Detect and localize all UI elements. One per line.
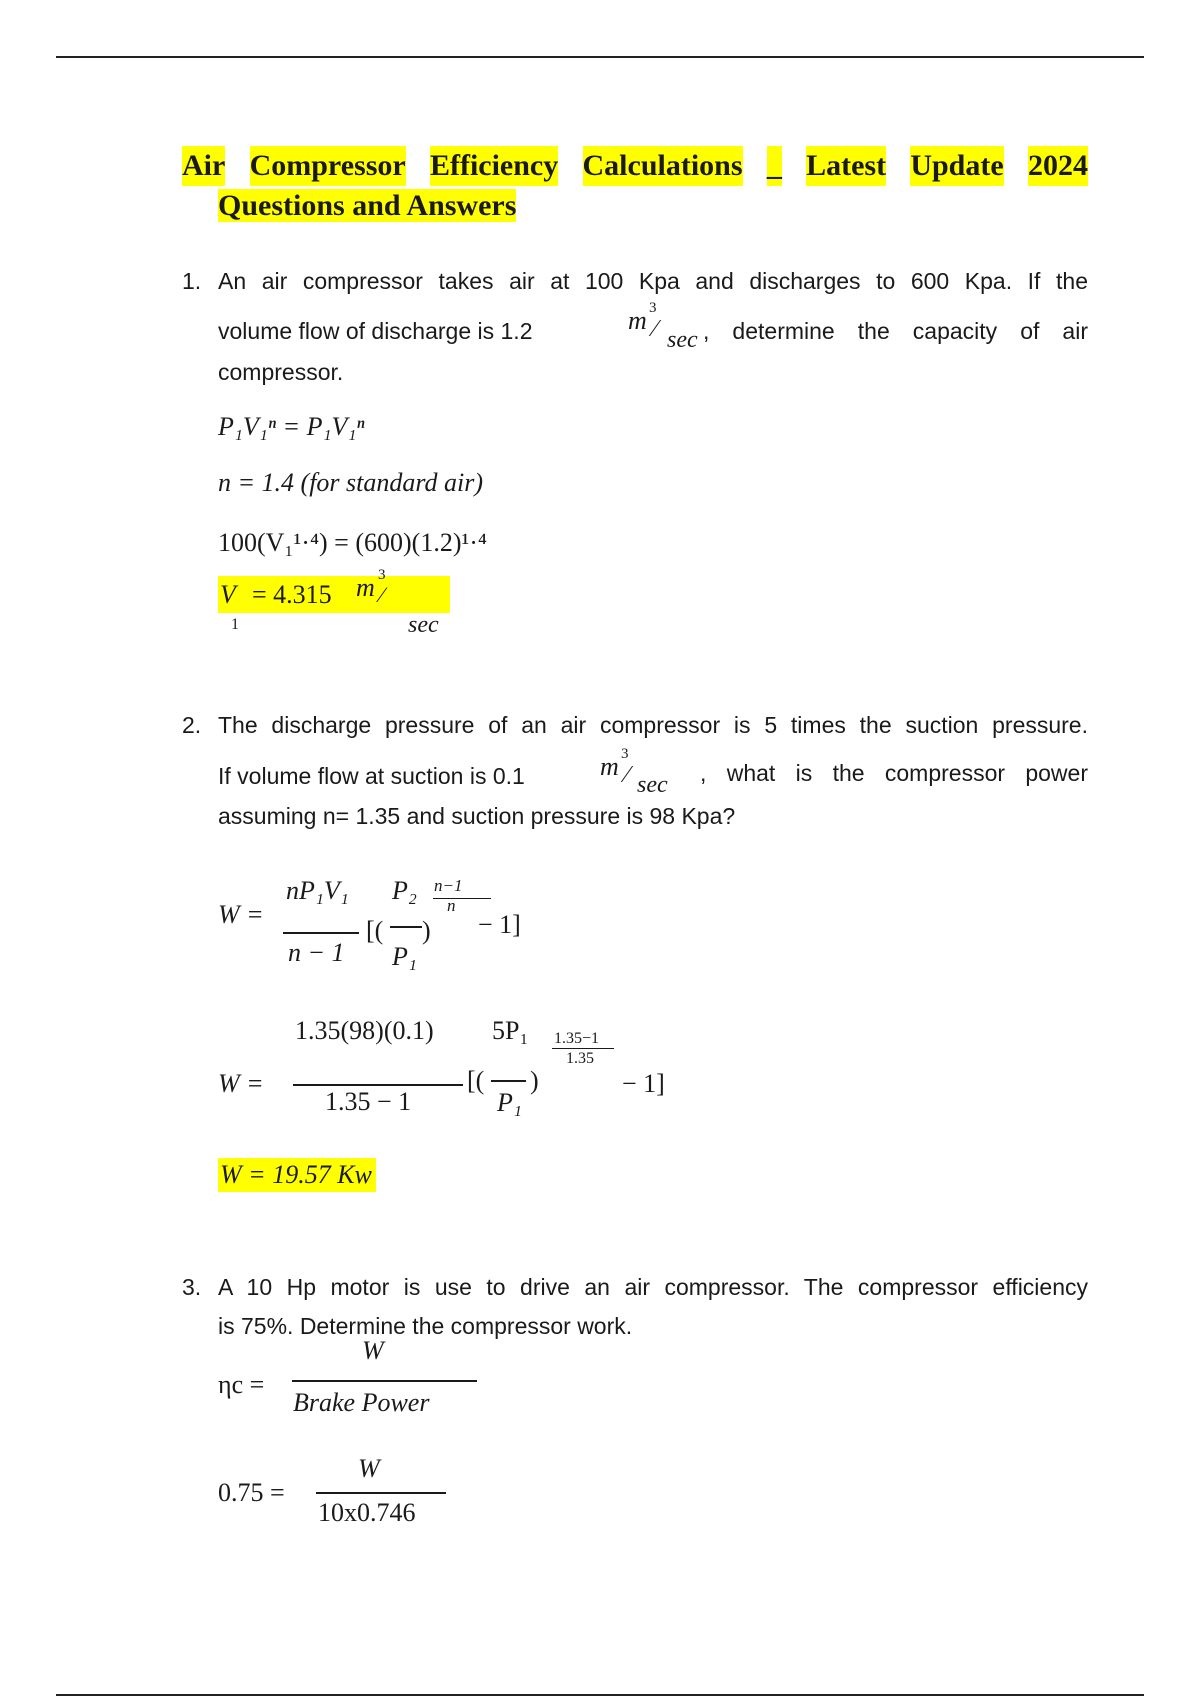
q1-line-1: An air compressor takes air at 100 Kpa and discharges to 600 Kpa. If the [218,268,1088,294]
q2-f1-exp-bar [433,898,491,899]
q2-line-1: The discharge pressure of an air compressor is 5 times the suction pressure. [218,712,1088,738]
q2-f2-exp-bar [552,1048,614,1049]
q2-f2-numerator: 1.35(98)(0.1) [295,1016,434,1045]
q2-f2-ratio-denominator: P₁ [497,1088,522,1117]
q2-f1-lhs: W = [218,900,264,929]
q2-f1-bracket: [( [366,916,384,945]
q2-f1-ratio-denominator: P₁ [392,942,417,971]
q2-unit-slash: ⁄ [625,762,630,788]
q1-answer-sec: sec [408,612,439,638]
q1-answer-value: = 4.315 [252,580,332,609]
q2-f1-numerator: nP₁V₁ [286,876,349,905]
q3-eq-lhs: 0.75 = [218,1478,285,1507]
q2-f2-ratio-numerator: 5P₁ [492,1016,529,1045]
q3-number: 3. [182,1274,202,1300]
q1-unit-m: m [628,306,647,335]
q2-f2-bracket: [( [467,1066,485,1095]
title-word: Calculations [583,146,743,186]
q1-answer-slash: ⁄ [380,582,384,607]
q2-f2-paren: ) [530,1066,539,1095]
title-word: Compressor [250,146,406,186]
title-word: Efficiency [430,146,558,186]
q2-f2-exp-numerator: 1.35−1 [554,1030,600,1047]
q1-number: 1. [182,268,202,294]
q2-f1-ratio-bar [390,926,422,928]
title-word: Latest [806,146,886,186]
q2-f2-fraction-bar [293,1084,463,1086]
q1-unit-slash: ⁄ [653,316,658,342]
q2-f1-exp-numerator: n−1 [434,876,463,895]
title-line-2: Questions and Answers [218,189,517,222]
q2-f1-ratio-numerator: P₂ [392,876,417,905]
q1-unit-exp: 3 [649,300,657,316]
q2-f1-exp-denominator: n [447,896,456,915]
q2-unit-exp: 3 [621,746,629,762]
q2-f2-ratio-bar [491,1080,526,1082]
q2-line-2b: , what is the compressor power [700,760,1088,786]
q1-answer-highlight-b [378,576,450,613]
q1-equation-3: 100(V₁¹·⁴) = (600)(1.2)¹·⁴ [218,528,487,557]
title-word: _ [767,146,782,186]
q2-unit-sec: sec [637,772,668,798]
q2-line-3: assuming n= 1.35 and suction pressure is 98 Kpa? [218,803,736,829]
q3-line-1: A 10 Hp motor is use to drive an air compressor. The compressor efficiency [218,1274,1088,1300]
q3-eta-denominator: Brake Power [293,1388,430,1417]
q3-eta-fraction-bar [292,1380,477,1382]
title-word: Air [182,146,225,186]
q3-eta-numerator: W [362,1336,384,1365]
q3-eq-numerator: W [358,1454,380,1483]
q2-f2-lhs: W = [218,1069,264,1098]
q3-line-2: is 75%. Determine the compressor work. [218,1313,633,1339]
q1-answer-unit-exp: 3 [378,567,386,583]
q2-number: 2. [182,712,202,738]
q1-equation-2: n = 1.4 (for standard air) [218,468,484,497]
q1-answer-unit-m: m [356,573,375,602]
document-title [182,146,1088,226]
title-word: 2024 [1028,146,1088,186]
top-rule [56,56,1144,58]
q1-answer-sub: 1 [231,616,239,633]
q1-unit-sec: sec [667,327,698,353]
q2-f1-paren: ) [422,916,431,945]
q1-line-3: compressor. [218,359,344,385]
q2-answer: W = 19.57 Kw [218,1158,376,1192]
q3-eq-fraction-bar [316,1492,446,1494]
q3-eta-lhs: ηc = [218,1370,265,1399]
q3-eq-denominator: 10x0.746 [318,1498,416,1527]
q2-f1-fraction-bar [283,932,359,934]
q2-f2-tail: − 1] [622,1069,665,1098]
q2-f2-denominator: 1.35 − 1 [325,1087,412,1116]
q2-f1-denominator: n − 1 [288,938,345,967]
bottom-rule [56,1694,1144,1696]
q2-f1-tail: − 1] [478,910,521,939]
q2-f2-exp-denominator: 1.35 [566,1050,594,1067]
q1-line-2b: , determine the capacity of air [703,318,1088,344]
q1-answer-v: V [220,580,236,609]
q2-line-2a: If volume flow at suction is 0.1 [218,763,525,789]
q2-unit-m: m [600,752,619,781]
title-word: Update [910,146,1003,186]
q1-line-2a: volume flow of discharge is 1.2 [218,318,533,344]
q1-equation-1: P₁V₁ⁿ = P₁V₁ⁿ [218,412,365,441]
